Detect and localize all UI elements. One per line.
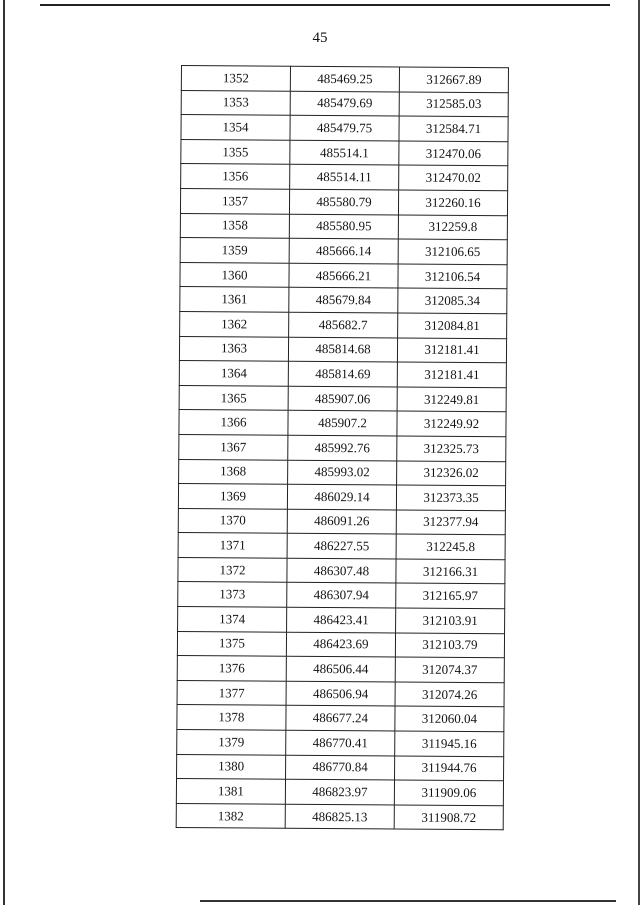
x-coordinate-cell: 485580.79: [289, 189, 398, 214]
point-number-cell: 1359: [180, 238, 289, 263]
table-row: [180, 287, 507, 314]
point-number-cell: 1367: [179, 434, 288, 459]
table-row: [179, 410, 506, 437]
x-coordinate-cell: 486823.97: [285, 779, 394, 804]
table-row: [180, 311, 507, 338]
x-coordinate-cell: 485666.14: [289, 238, 398, 263]
y-coordinate-cell: 312181.41: [397, 362, 506, 387]
y-coordinate-cell: 312060.04: [395, 706, 504, 731]
y-coordinate-cell: 312165.97: [396, 583, 505, 608]
x-coordinate-cell: 486825.13: [285, 804, 394, 829]
table-row: [181, 139, 508, 166]
x-coordinate-cell: 485479.75: [290, 115, 399, 140]
x-coordinate-cell: 485814.69: [288, 361, 397, 386]
scan-edge-bottom: [200, 900, 616, 902]
y-coordinate-cell: 312584.71: [399, 116, 508, 141]
table-row: [181, 164, 508, 191]
point-number-cell: 1374: [178, 607, 287, 632]
scan-edge-left: [3, 0, 5, 905]
coordinates-table: [176, 65, 509, 831]
y-coordinate-cell: 312585.03: [399, 92, 508, 117]
x-coordinate-cell: 485679.84: [289, 288, 398, 313]
table-row: [180, 213, 507, 240]
point-number-cell: 1378: [177, 705, 286, 730]
table-row: [180, 262, 507, 289]
point-number-cell: 1375: [177, 631, 286, 656]
point-number-cell: 1373: [178, 582, 287, 607]
table-row: [177, 705, 504, 732]
x-coordinate-cell: 485992.76: [288, 435, 397, 460]
x-coordinate-cell: 485907.2: [288, 411, 397, 436]
table-row: [178, 582, 505, 609]
table-row: [177, 730, 504, 757]
table-row: [178, 607, 505, 634]
x-coordinate-cell: 486307.94: [287, 583, 396, 608]
y-coordinate-cell: 312667.89: [399, 67, 508, 92]
x-coordinate-cell: 485469.25: [290, 66, 399, 91]
y-coordinate-cell: 311909.06: [394, 780, 503, 805]
y-coordinate-cell: 312325.73: [397, 436, 506, 461]
point-number-cell: 1357: [180, 188, 289, 213]
y-coordinate-cell: 312259.8: [398, 215, 507, 240]
y-coordinate-cell: 312249.92: [397, 411, 506, 436]
table-row: [181, 90, 508, 117]
point-number-cell: 1363: [179, 336, 288, 361]
scan-edge-top: [40, 4, 610, 6]
table-row: [179, 434, 506, 461]
point-number-cell: 1381: [176, 779, 285, 804]
table-row: [181, 115, 508, 142]
x-coordinate-cell: 486506.94: [286, 681, 395, 706]
y-coordinate-cell: 312106.65: [398, 239, 507, 264]
y-coordinate-cell: 312245.8: [396, 534, 505, 559]
table-row: [179, 336, 506, 363]
y-coordinate-cell: 312084.81: [398, 313, 507, 338]
y-coordinate-cell: 311945.16: [395, 731, 504, 756]
y-coordinate-cell: 312085.34: [398, 288, 507, 313]
point-number-cell: 1355: [181, 139, 290, 164]
y-coordinate-cell: 312470.06: [399, 141, 508, 166]
y-coordinate-cell: 312106.54: [398, 264, 507, 289]
x-coordinate-cell: 486091.26: [287, 509, 396, 534]
x-coordinate-cell: 486506.44: [286, 657, 395, 682]
point-number-cell: 1376: [177, 656, 286, 681]
x-coordinate-cell: 486423.69: [286, 632, 395, 657]
y-coordinate-cell: 311908.72: [394, 805, 503, 830]
x-coordinate-cell: 486423.41: [287, 607, 396, 632]
y-coordinate-cell: 312373.35: [396, 485, 505, 510]
x-coordinate-cell: 486029.14: [287, 484, 396, 509]
point-number-cell: 1369: [178, 484, 287, 509]
table-row: [178, 508, 505, 535]
point-number-cell: 1364: [179, 361, 288, 386]
x-coordinate-cell: 485580.95: [289, 214, 398, 239]
table-row: [181, 66, 508, 93]
point-number-cell: 1368: [179, 459, 288, 484]
table-row: [178, 484, 505, 511]
point-number-cell: 1354: [181, 115, 290, 140]
table-row: [176, 803, 503, 830]
point-number-cell: 1382: [176, 803, 285, 828]
point-number-cell: 1379: [177, 730, 286, 755]
y-coordinate-cell: 312377.94: [396, 510, 505, 535]
table-row: [177, 631, 504, 658]
x-coordinate-cell: 485514.1: [290, 140, 399, 165]
point-number-cell: 1380: [177, 754, 286, 779]
point-number-cell: 1360: [180, 262, 289, 287]
table-row: [178, 557, 505, 584]
point-number-cell: 1352: [181, 66, 290, 91]
y-coordinate-cell: 312166.31: [396, 559, 505, 584]
point-number-cell: 1371: [178, 533, 287, 558]
point-number-cell: 1356: [181, 164, 290, 189]
x-coordinate-cell: 486677.24: [286, 706, 395, 731]
x-coordinate-cell: 486770.84: [286, 755, 395, 780]
x-coordinate-cell: 486770.41: [286, 730, 395, 755]
point-number-cell: 1366: [179, 410, 288, 435]
point-number-cell: 1362: [180, 311, 289, 336]
y-coordinate-cell: 312074.37: [395, 657, 504, 682]
x-coordinate-cell: 485814.68: [288, 337, 397, 362]
x-coordinate-cell: 486227.55: [287, 534, 396, 559]
y-coordinate-cell: 312470.02: [399, 165, 508, 190]
page-number: 45: [312, 30, 328, 46]
table-row: [179, 385, 506, 412]
point-number-cell: 1365: [179, 385, 288, 410]
x-coordinate-cell: 485907.06: [288, 386, 397, 411]
table-row: [179, 459, 506, 486]
table-row: [179, 361, 506, 388]
table-row: [177, 754, 504, 781]
x-coordinate-cell: 485514.11: [290, 165, 399, 190]
point-number-cell: 1372: [178, 557, 287, 582]
point-number-cell: 1353: [181, 90, 290, 115]
x-coordinate-cell: 486307.48: [287, 558, 396, 583]
y-coordinate-cell: 312074.26: [395, 682, 504, 707]
table-row: [180, 238, 507, 265]
table-row: [176, 779, 503, 806]
x-coordinate-cell: 485682.7: [289, 312, 398, 337]
x-coordinate-cell: 485993.02: [288, 460, 397, 485]
y-coordinate-cell: 312103.91: [396, 608, 505, 633]
table-row: [177, 680, 504, 707]
table-row: [178, 533, 505, 560]
point-number-cell: 1370: [178, 508, 287, 533]
y-coordinate-cell: 311944.76: [395, 756, 504, 781]
table-row: [180, 188, 507, 215]
y-coordinate-cell: 312249.81: [397, 387, 506, 412]
point-number-cell: 1358: [180, 213, 289, 238]
y-coordinate-cell: 312181.41: [397, 338, 506, 363]
point-number-cell: 1361: [180, 287, 289, 312]
x-coordinate-cell: 485479.69: [290, 91, 399, 116]
x-coordinate-cell: 485666.21: [289, 263, 398, 288]
y-coordinate-cell: 312326.02: [397, 461, 506, 486]
y-coordinate-cell: 312260.16: [398, 190, 507, 215]
y-coordinate-cell: 312103.79: [395, 633, 504, 658]
table-row: [177, 656, 504, 683]
point-number-cell: 1377: [177, 680, 286, 705]
coordinates-table-body: [176, 66, 508, 831]
